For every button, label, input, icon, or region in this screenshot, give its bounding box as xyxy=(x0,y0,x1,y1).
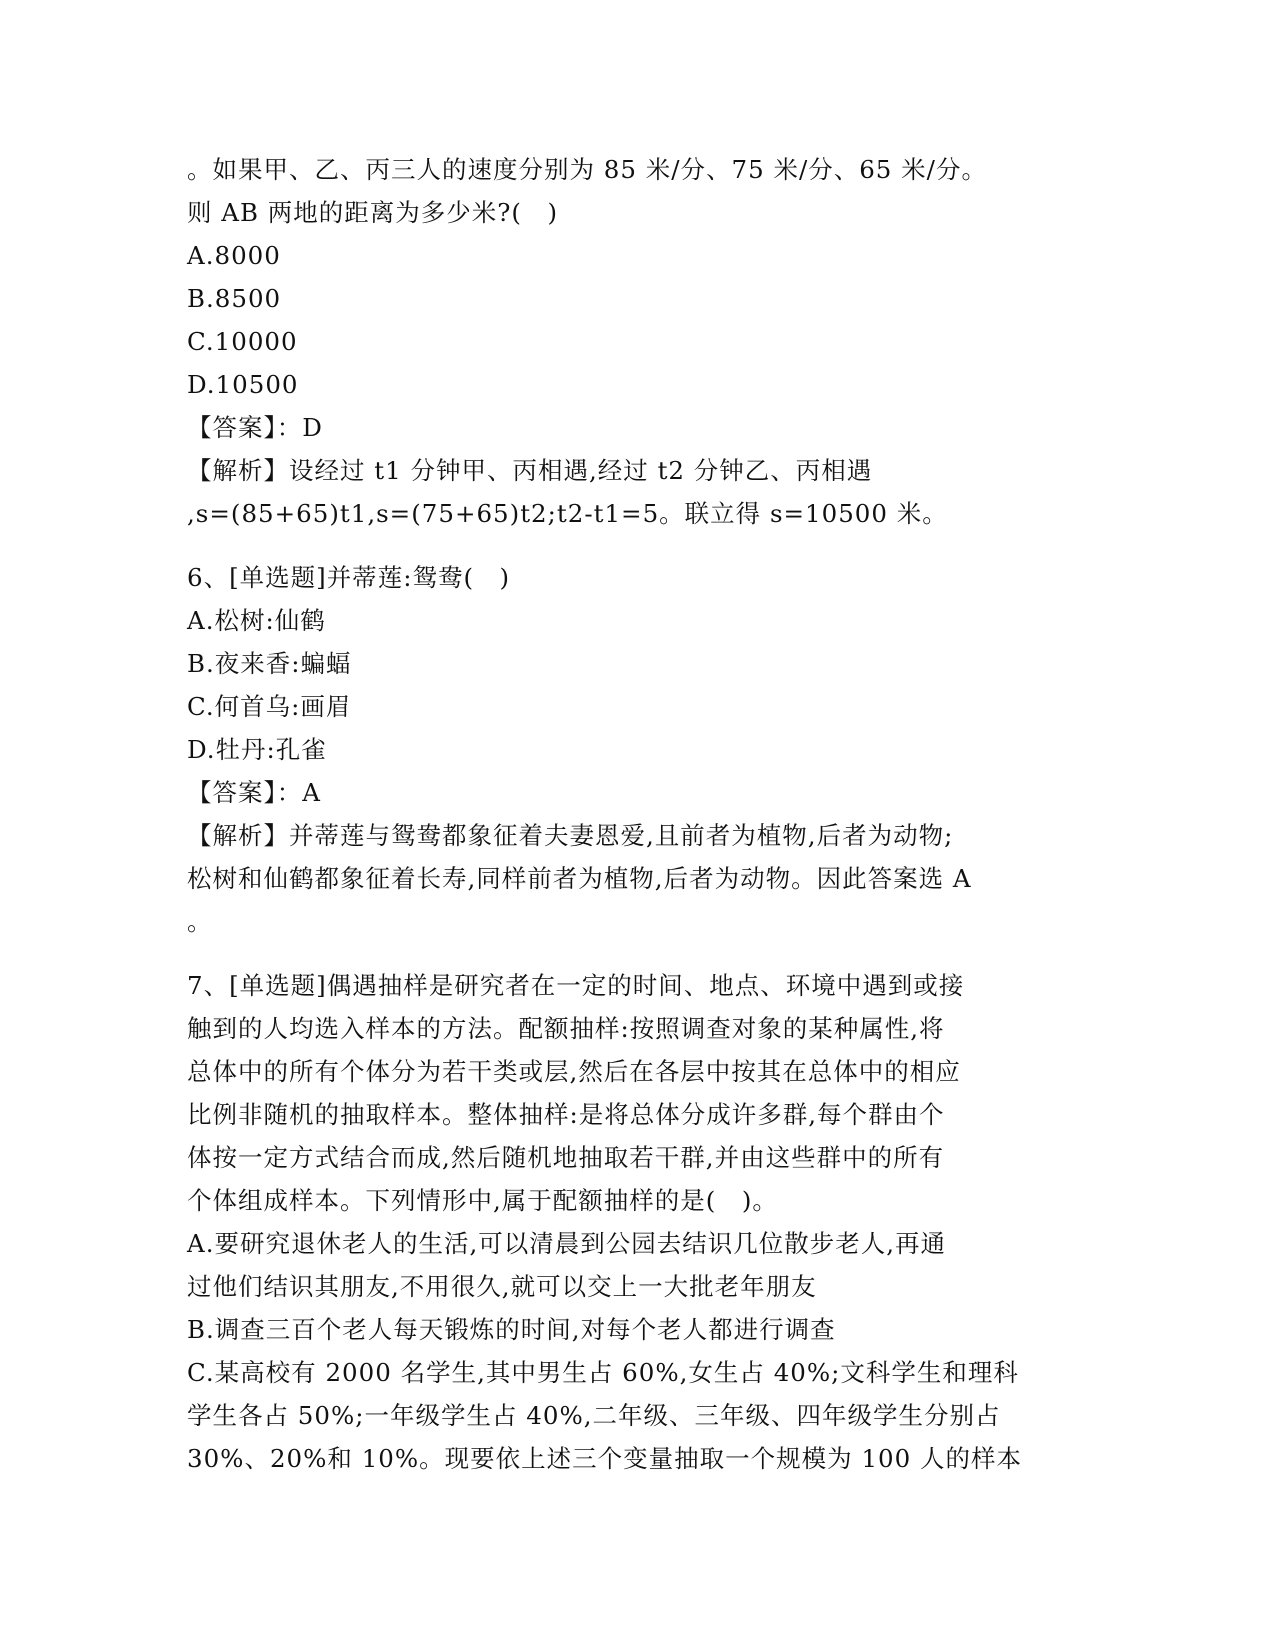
question-stem-line: 体按一定方式结合而成,然后随机地抽取若干群,并由这些群中的所有 xyxy=(187,1143,945,1172)
analysis-line: 【解析】并蒂莲与鸳鸯都象征着夫妻恩爱,且前者为植物,后者为动物; xyxy=(187,821,954,850)
answer-line: 【答案】：A xyxy=(187,778,321,807)
option-d: D.牡丹:孔雀 xyxy=(187,735,327,764)
question-stem-line: 总体中的所有个体分为若干类或层,然后在各层中按其在总体中的相应 xyxy=(187,1057,961,1086)
analysis-line: ,s=(85+65)t1,s=(75+65)t2;t2-t1=5。联立得 s=10500 米。 xyxy=(187,499,948,528)
spacer xyxy=(187,535,1087,556)
option-b: B.夜来香:蝙蝠 xyxy=(187,649,352,678)
question-7 xyxy=(187,964,1087,1480)
option-line: 学生各占 50%;一年级学生占 40%,二年级、三年级、四年级学生分别占 xyxy=(187,1401,1001,1430)
analysis-line: 松树和仙鹤都象征着长寿,同样前者为植物,后者为动物。因此答案选 A xyxy=(187,864,972,893)
option-line: 过他们结识其朋友,不用很久,就可以交上一大批老年朋友 xyxy=(187,1272,817,1301)
document-page xyxy=(187,148,1087,1480)
question-6 xyxy=(187,556,1087,943)
question-stem-line: 比例非随机的抽取样本。整体抽样:是将总体分成许多群,每个群由个 xyxy=(187,1100,945,1129)
option-line: A.要研究退休老人的生活,可以清晨到公园去结识几位散步老人,再通 xyxy=(187,1229,947,1258)
option-b: B.8500 xyxy=(187,284,282,313)
question-stem-line: 触到的人均选入样本的方法。配额抽样:按照调查对象的某种属性,将 xyxy=(187,1014,945,1043)
question-5 xyxy=(187,148,1087,535)
option-c: C.10000 xyxy=(187,327,298,356)
option-a: A.8000 xyxy=(187,241,281,270)
spacer xyxy=(187,943,1087,964)
analysis-line: 【解析】设经过 t1 分钟甲、丙相遇,经过 t2 分钟乙、丙相遇 xyxy=(187,456,873,485)
option-d: D.10500 xyxy=(187,370,299,399)
answer-line: 【答案】：D xyxy=(187,413,323,442)
option-line: C.某高校有 2000 名学生,其中男生占 60%,女生占 40%;文科学生和理科 xyxy=(187,1358,1019,1387)
analysis-line: 。 xyxy=(187,907,213,936)
question-stem-line: 7、[单选题]偶遇抽样是研究者在一定的时间、地点、环境中遇到或接 xyxy=(187,971,965,1000)
option-a: A.松树:仙鹤 xyxy=(187,606,326,635)
option-line: B.调查三百个老人每天锻炼的时间,对每个老人都进行调查 xyxy=(187,1315,836,1344)
question-stem-line: 则 AB 两地的距离为多少米?( ) xyxy=(187,198,559,227)
option-c: C.何首乌:画眉 xyxy=(187,692,352,721)
question-stem-line: 个体组成样本。下列情形中,属于配额抽样的是( )。 xyxy=(187,1186,778,1215)
option-line: 30%、20%和 10%。现要依上述三个变量抽取一个规模为 100 人的样本 xyxy=(187,1444,1022,1473)
question-stem-line: 。如果甲、乙、丙三人的速度分别为 85 米/分、75 米/分、65 米/分。 xyxy=(187,155,987,184)
question-stem-line: 6、[单选题]并蒂莲:鸳鸯( ) xyxy=(187,563,511,592)
